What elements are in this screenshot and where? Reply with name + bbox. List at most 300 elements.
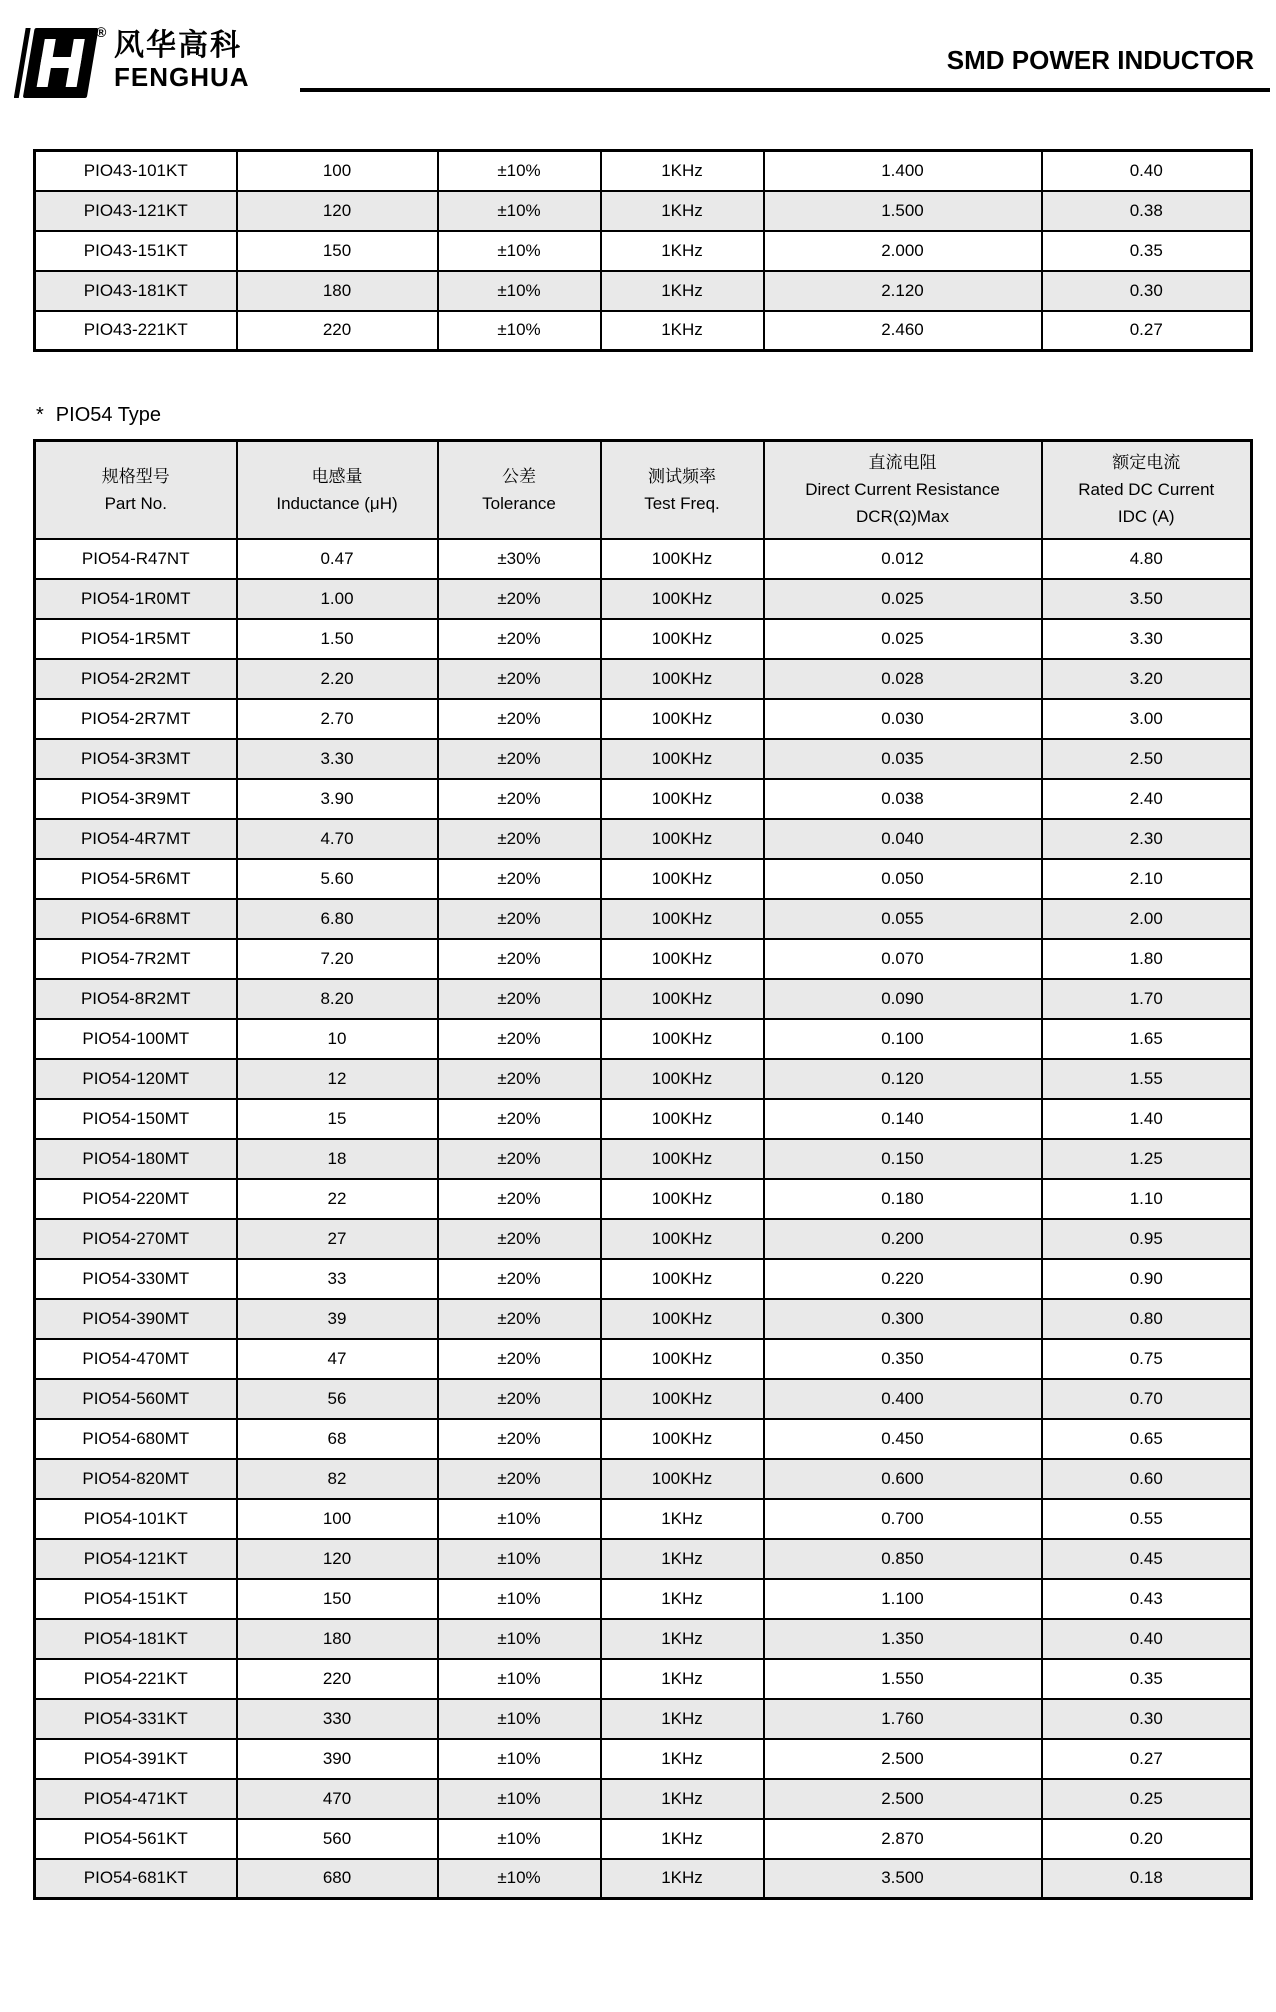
page-header xyxy=(0,0,1276,100)
table-cell: 1.80 xyxy=(1042,939,1252,979)
table-cell: 0.035 xyxy=(764,739,1042,779)
table-cell: 0.400 xyxy=(764,1379,1042,1419)
table-cell: 220 xyxy=(237,1659,438,1699)
table-row xyxy=(35,1139,1252,1179)
table-row xyxy=(35,699,1252,739)
table-cell: 82 xyxy=(237,1459,438,1499)
pio43-table xyxy=(33,149,1253,352)
table-cell: 15 xyxy=(237,1099,438,1139)
table-row xyxy=(35,899,1252,939)
table-row xyxy=(35,1499,1252,1539)
table-cell: 100KHz xyxy=(601,539,764,579)
table-row xyxy=(35,1739,1252,1779)
table-row xyxy=(35,1819,1252,1859)
table-cell: PIO54-151KT xyxy=(35,1579,237,1619)
table-cell: 3.30 xyxy=(1042,619,1252,659)
table-cell: PIO54-2R2MT xyxy=(35,659,237,699)
table-cell: 0.300 xyxy=(764,1299,1042,1339)
table-cell: PIO54-471KT xyxy=(35,1779,237,1819)
table-cell: 0.47 xyxy=(237,539,438,579)
table-cell: PIO54-1R5MT xyxy=(35,619,237,659)
table-cell: 8.20 xyxy=(237,979,438,1019)
table-cell: 0.25 xyxy=(1042,1779,1252,1819)
table-cell: 1KHz xyxy=(601,191,764,231)
table-cell: 0.180 xyxy=(764,1179,1042,1219)
table-row xyxy=(35,859,1252,899)
table-cell: 1KHz xyxy=(601,1539,764,1579)
table-cell: 0.140 xyxy=(764,1099,1042,1139)
table-cell: ±10% xyxy=(438,231,601,271)
table-cell: 2.30 xyxy=(1042,819,1252,859)
pio54-table xyxy=(33,439,1253,1900)
table-cell: 0.80 xyxy=(1042,1299,1252,1339)
table-cell: 680 xyxy=(237,1859,438,1899)
table-cell: 100KHz xyxy=(601,859,764,899)
column-header-inductance xyxy=(237,441,438,539)
table-cell: PIO54-101KT xyxy=(35,1499,237,1539)
table-cell: PIO54-3R3MT xyxy=(35,739,237,779)
table-cell: 39 xyxy=(237,1299,438,1339)
table-cell: 0.038 xyxy=(764,779,1042,819)
table-cell: 180 xyxy=(237,271,438,311)
table-cell: 2.870 xyxy=(764,1819,1042,1859)
header-en2: DCR(Ω)Max xyxy=(856,507,949,527)
table-cell: 180 xyxy=(237,1619,438,1659)
table-cell: 0.100 xyxy=(764,1019,1042,1059)
table-cell: 0.055 xyxy=(764,899,1042,939)
table-cell: 0.38 xyxy=(1042,191,1252,231)
table-cell: 120 xyxy=(237,191,438,231)
table-cell: 100KHz xyxy=(601,1019,764,1059)
table-cell: 1.100 xyxy=(764,1579,1042,1619)
table-row xyxy=(35,1659,1252,1699)
table-cell: 3.500 xyxy=(764,1859,1042,1899)
table-cell: PIO54-221KT xyxy=(35,1659,237,1699)
table-cell: ±20% xyxy=(438,779,601,819)
table-cell: 2.120 xyxy=(764,271,1042,311)
table-cell: 6.80 xyxy=(237,899,438,939)
column-header-dcr xyxy=(764,441,1042,539)
table-cell: 100KHz xyxy=(601,1379,764,1419)
table-cell: 0.700 xyxy=(764,1499,1042,1539)
table-row xyxy=(35,1619,1252,1659)
table-row xyxy=(35,1339,1252,1379)
table-cell: 1KHz xyxy=(601,1499,764,1539)
table-cell: 390 xyxy=(237,1739,438,1779)
table-cell: 56 xyxy=(237,1379,438,1419)
table-cell: 100KHz xyxy=(601,739,764,779)
table-cell: 2.460 xyxy=(764,311,1042,351)
table-cell: 1.760 xyxy=(764,1699,1042,1739)
table-row xyxy=(35,579,1252,619)
table-cell: ±20% xyxy=(438,699,601,739)
table-row xyxy=(35,191,1252,231)
column-header-idc xyxy=(1042,441,1252,539)
table-cell: PIO54-100MT xyxy=(35,1019,237,1059)
table-cell: ±20% xyxy=(438,859,601,899)
table-cell: 100 xyxy=(237,151,438,191)
table-cell: 33 xyxy=(237,1259,438,1299)
table-cell: PIO54-1R0MT xyxy=(35,579,237,619)
table-cell: 2.000 xyxy=(764,231,1042,271)
table-cell: 0.040 xyxy=(764,819,1042,859)
table-cell: PIO43-221KT xyxy=(35,311,237,351)
table-cell: 5.60 xyxy=(237,859,438,899)
table-cell: PIO43-101KT xyxy=(35,151,237,191)
table-cell: PIO43-181KT xyxy=(35,271,237,311)
table-cell: 0.350 xyxy=(764,1339,1042,1379)
table-cell: PIO54-331KT xyxy=(35,1699,237,1739)
table-cell: ±20% xyxy=(438,1419,601,1459)
table-cell: 0.75 xyxy=(1042,1339,1252,1379)
header-en: Rated DC Current xyxy=(1078,480,1215,500)
table-cell: 3.90 xyxy=(237,779,438,819)
table-cell: ±10% xyxy=(438,1619,601,1659)
header-en2: IDC (A) xyxy=(1117,507,1175,527)
table-cell: 0.20 xyxy=(1042,1819,1252,1859)
table-cell: 1.400 xyxy=(764,151,1042,191)
table-cell: 3.50 xyxy=(1042,579,1252,619)
table-cell: 1.40 xyxy=(1042,1099,1252,1139)
table-cell: 100KHz xyxy=(601,579,764,619)
column-header-test-freq xyxy=(601,441,764,539)
table-row xyxy=(35,1219,1252,1259)
table-cell: ±10% xyxy=(438,271,601,311)
table-cell: ±20% xyxy=(438,659,601,699)
table-cell: 4.70 xyxy=(237,819,438,859)
table-cell: 100KHz xyxy=(601,1179,764,1219)
table-cell: 1KHz xyxy=(601,1739,764,1779)
table-row xyxy=(35,819,1252,859)
table-cell: 120 xyxy=(237,1539,438,1579)
table-cell: 12 xyxy=(237,1059,438,1099)
table-cell: 1.50 xyxy=(237,619,438,659)
table-row xyxy=(35,1019,1252,1059)
table-cell: ±10% xyxy=(438,1739,601,1779)
table-cell: 0.70 xyxy=(1042,1379,1252,1419)
table-cell: ±10% xyxy=(438,1499,601,1539)
table-row xyxy=(35,739,1252,779)
table-cell: PIO54-8R2MT xyxy=(35,979,237,1019)
table-cell: 0.30 xyxy=(1042,1699,1252,1739)
table-cell: PIO43-121KT xyxy=(35,191,237,231)
table-row xyxy=(35,1059,1252,1099)
header-en: Tolerance xyxy=(482,493,556,513)
table-cell: 0.150 xyxy=(764,1139,1042,1179)
table-cell: 0.028 xyxy=(764,659,1042,699)
table-cell: 0.220 xyxy=(764,1259,1042,1299)
table-cell: 0.65 xyxy=(1042,1419,1252,1459)
table-cell: 1.25 xyxy=(1042,1139,1252,1179)
table-cell: 1.70 xyxy=(1042,979,1252,1019)
brand-name-english: FENGHUA xyxy=(114,62,250,92)
table-cell: 100KHz xyxy=(601,1059,764,1099)
table-cell: 0.200 xyxy=(764,1219,1042,1259)
table-cell: 1KHz xyxy=(601,151,764,191)
table-cell: 3.20 xyxy=(1042,659,1252,699)
table-cell: 1.500 xyxy=(764,191,1042,231)
table-cell: 0.120 xyxy=(764,1059,1042,1099)
table-row xyxy=(35,1539,1252,1579)
table-cell: PIO54-121KT xyxy=(35,1539,237,1579)
section-heading-pio54 xyxy=(36,404,1276,427)
table-cell: 1KHz xyxy=(601,1659,764,1699)
table-cell: ±20% xyxy=(438,1179,601,1219)
table-cell: 0.050 xyxy=(764,859,1042,899)
table-cell: 0.450 xyxy=(764,1419,1042,1459)
table-cell: 7.20 xyxy=(237,939,438,979)
table-cell: 1KHz xyxy=(601,1619,764,1659)
table-cell: 1.550 xyxy=(764,1659,1042,1699)
table-cell: 100KHz xyxy=(601,1459,764,1499)
table-cell: 1.65 xyxy=(1042,1019,1252,1059)
table-cell: 0.40 xyxy=(1042,1619,1252,1659)
table-cell: 0.40 xyxy=(1042,151,1252,191)
table-row xyxy=(35,1099,1252,1139)
table-cell: 0.35 xyxy=(1042,1659,1252,1699)
table-cell: ±20% xyxy=(438,1139,601,1179)
table-cell: PIO54-560MT xyxy=(35,1379,237,1419)
table-cell: 4.80 xyxy=(1042,539,1252,579)
table-cell: 2.10 xyxy=(1042,859,1252,899)
table-row xyxy=(35,1379,1252,1419)
header-cn: 公差 xyxy=(502,466,536,486)
table-cell: 1.350 xyxy=(764,1619,1042,1659)
table-cell: 1KHz xyxy=(601,1699,764,1739)
table-cell: 1.55 xyxy=(1042,1059,1252,1099)
table-cell: 100KHz xyxy=(601,1259,764,1299)
table-cell: PIO54-180MT xyxy=(35,1139,237,1179)
table-cell: 1KHz xyxy=(601,1859,764,1899)
table-row xyxy=(35,151,1252,191)
table-cell: 330 xyxy=(237,1699,438,1739)
table-cell: ±10% xyxy=(438,1659,601,1699)
table-row xyxy=(35,1179,1252,1219)
table-cell: ±20% xyxy=(438,899,601,939)
table-cell: ±20% xyxy=(438,1339,601,1379)
table-cell: 0.45 xyxy=(1042,1539,1252,1579)
table-row xyxy=(35,659,1252,699)
header-cn: 电感量 xyxy=(311,466,363,486)
table-cell: PIO54-7R2MT xyxy=(35,939,237,979)
table-cell: ±20% xyxy=(438,1299,601,1339)
table-cell: PIO54-561KT xyxy=(35,1819,237,1859)
table-cell: 100KHz xyxy=(601,619,764,659)
table-row xyxy=(35,1859,1252,1899)
table-cell: ±20% xyxy=(438,939,601,979)
table-row xyxy=(35,1579,1252,1619)
table-cell: 0.90 xyxy=(1042,1259,1252,1299)
table-cell: 3.30 xyxy=(237,739,438,779)
table-cell: 0.012 xyxy=(764,539,1042,579)
table-row xyxy=(35,1699,1252,1739)
table-cell: ±10% xyxy=(438,1699,601,1739)
table-cell: PIO43-151KT xyxy=(35,231,237,271)
table-cell: 1KHz xyxy=(601,1819,764,1859)
column-header-tolerance xyxy=(438,441,601,539)
table-cell: ±20% xyxy=(438,1099,601,1139)
table-cell: 100KHz xyxy=(601,1299,764,1339)
table-cell: ±20% xyxy=(438,739,601,779)
section-marker: * xyxy=(36,404,44,426)
table-cell: 22 xyxy=(237,1179,438,1219)
table-cell: ±20% xyxy=(438,1259,601,1299)
table-cell: 0.27 xyxy=(1042,1739,1252,1779)
header-divider xyxy=(300,88,1270,92)
table-cell: PIO54-181KT xyxy=(35,1619,237,1659)
table-cell: PIO54-390MT xyxy=(35,1299,237,1339)
table-cell: 0.850 xyxy=(764,1539,1042,1579)
table-cell: 0.60 xyxy=(1042,1459,1252,1499)
table-cell: PIO54-3R9MT xyxy=(35,779,237,819)
table-cell: 1KHz xyxy=(601,231,764,271)
page-title: SMD POWER INDUCTOR xyxy=(946,45,1254,75)
table-cell: 100KHz xyxy=(601,779,764,819)
table-cell: 100KHz xyxy=(601,939,764,979)
table-cell: 560 xyxy=(237,1819,438,1859)
table-cell: 0.070 xyxy=(764,939,1042,979)
table-cell: PIO54-681KT xyxy=(35,1859,237,1899)
table-cell: 0.030 xyxy=(764,699,1042,739)
table-cell: 100KHz xyxy=(601,699,764,739)
table-cell: 1.00 xyxy=(237,579,438,619)
table-cell: PIO54-220MT xyxy=(35,1179,237,1219)
table-cell: ±30% xyxy=(438,539,601,579)
header-en: Test Freq. xyxy=(644,493,720,513)
table-row xyxy=(35,979,1252,1019)
table-cell: 2.50 xyxy=(1042,739,1252,779)
table-cell: ±20% xyxy=(438,1459,601,1499)
table-cell: PIO54-6R8MT xyxy=(35,899,237,939)
table-cell: ±20% xyxy=(438,619,601,659)
table-cell: 2.500 xyxy=(764,1739,1042,1779)
header-en: Inductance (μH) xyxy=(276,493,398,513)
table-cell: 1KHz xyxy=(601,311,764,351)
table-cell: PIO54-391KT xyxy=(35,1739,237,1779)
table-cell: 0.025 xyxy=(764,579,1042,619)
table-cell: 100KHz xyxy=(601,979,764,1019)
table-row xyxy=(35,779,1252,819)
table-cell: ±20% xyxy=(438,979,601,1019)
fenghua-logo-icon xyxy=(14,26,102,98)
header-cn: 额定电流 xyxy=(1112,453,1181,473)
header-en: Part No. xyxy=(104,493,167,513)
table-cell: PIO54-120MT xyxy=(35,1059,237,1099)
table-cell: 0.30 xyxy=(1042,271,1252,311)
table-row xyxy=(35,1299,1252,1339)
table-row xyxy=(35,1779,1252,1819)
brand-name-chinese: 风华高科 xyxy=(114,29,242,62)
table-cell: 0.025 xyxy=(764,619,1042,659)
table-cell: 0.090 xyxy=(764,979,1042,1019)
table-cell: ±20% xyxy=(438,819,601,859)
table-cell: ±20% xyxy=(438,1059,601,1099)
table-cell: PIO54-470MT xyxy=(35,1339,237,1379)
table-row xyxy=(35,311,1252,351)
table-cell: PIO54-R47NT xyxy=(35,539,237,579)
table-cell: ±20% xyxy=(438,579,601,619)
table-cell: 1KHz xyxy=(601,271,764,311)
table-cell: 2.500 xyxy=(764,1779,1042,1819)
table-cell: PIO54-330MT xyxy=(35,1259,237,1299)
table-row xyxy=(35,939,1252,979)
column-header-part-no xyxy=(35,441,237,539)
table-cell: 0.43 xyxy=(1042,1579,1252,1619)
table-cell: ±10% xyxy=(438,1579,601,1619)
table-cell: 2.00 xyxy=(1042,899,1252,939)
table-cell: 1.10 xyxy=(1042,1179,1252,1219)
table-cell: 100 xyxy=(237,1499,438,1539)
table-cell: 18 xyxy=(237,1139,438,1179)
header-cn: 测试频率 xyxy=(648,466,716,486)
header-cn: 规格型号 xyxy=(101,466,170,486)
table-cell: 470 xyxy=(237,1779,438,1819)
table-cell: ±10% xyxy=(438,1779,601,1819)
table-cell: ±10% xyxy=(438,311,601,351)
table-cell: 2.70 xyxy=(237,699,438,739)
table-cell: 220 xyxy=(237,311,438,351)
table-cell: PIO54-150MT xyxy=(35,1099,237,1139)
table-cell: PIO54-5R6MT xyxy=(35,859,237,899)
table-cell: 0.27 xyxy=(1042,311,1252,351)
table-cell: 0.18 xyxy=(1042,1859,1252,1899)
table-cell: 2.20 xyxy=(237,659,438,699)
table-cell: 1KHz xyxy=(601,1579,764,1619)
table-cell: ±10% xyxy=(438,151,601,191)
table-cell: ±10% xyxy=(438,1819,601,1859)
table-cell: ±10% xyxy=(438,191,601,231)
table-row xyxy=(35,1259,1252,1299)
table-cell: PIO54-4R7MT xyxy=(35,819,237,859)
table-cell: ±10% xyxy=(438,1539,601,1579)
table-row xyxy=(35,1459,1252,1499)
table-header-row xyxy=(35,441,1252,539)
table-cell: 100KHz xyxy=(601,819,764,859)
table-cell: 0.55 xyxy=(1042,1499,1252,1539)
table-cell: PIO54-820MT xyxy=(35,1459,237,1499)
table-cell: 0.35 xyxy=(1042,231,1252,271)
table-cell: 0.95 xyxy=(1042,1219,1252,1259)
table-cell: 68 xyxy=(237,1419,438,1459)
table-row xyxy=(35,1419,1252,1459)
table-cell: 100KHz xyxy=(601,1419,764,1459)
table-cell: 27 xyxy=(237,1219,438,1259)
table-cell: 47 xyxy=(237,1339,438,1379)
table-cell: 150 xyxy=(237,1579,438,1619)
table-cell: ±20% xyxy=(438,1219,601,1259)
table-cell: PIO54-2R7MT xyxy=(35,699,237,739)
table-cell: ±10% xyxy=(438,1859,601,1899)
table-cell: 2.40 xyxy=(1042,779,1252,819)
header-en: Direct Current Resistance xyxy=(805,480,1000,500)
table-cell: 100KHz xyxy=(601,899,764,939)
registered-trademark-icon: ® xyxy=(96,24,107,40)
table-cell: ±20% xyxy=(438,1379,601,1419)
header-cn: 直流电阻 xyxy=(868,453,937,473)
table-cell: 100KHz xyxy=(601,1099,764,1139)
table-cell: 1KHz xyxy=(601,1779,764,1819)
table-cell: 150 xyxy=(237,231,438,271)
table-row xyxy=(35,271,1252,311)
table-cell: 100KHz xyxy=(601,1219,764,1259)
table-cell: 3.00 xyxy=(1042,699,1252,739)
table-cell: ±20% xyxy=(438,1019,601,1059)
table-cell: 0.600 xyxy=(764,1459,1042,1499)
table-cell: PIO54-680MT xyxy=(35,1419,237,1459)
table-row xyxy=(35,231,1252,271)
table-cell: 100KHz xyxy=(601,659,764,699)
table-cell: 100KHz xyxy=(601,1139,764,1179)
